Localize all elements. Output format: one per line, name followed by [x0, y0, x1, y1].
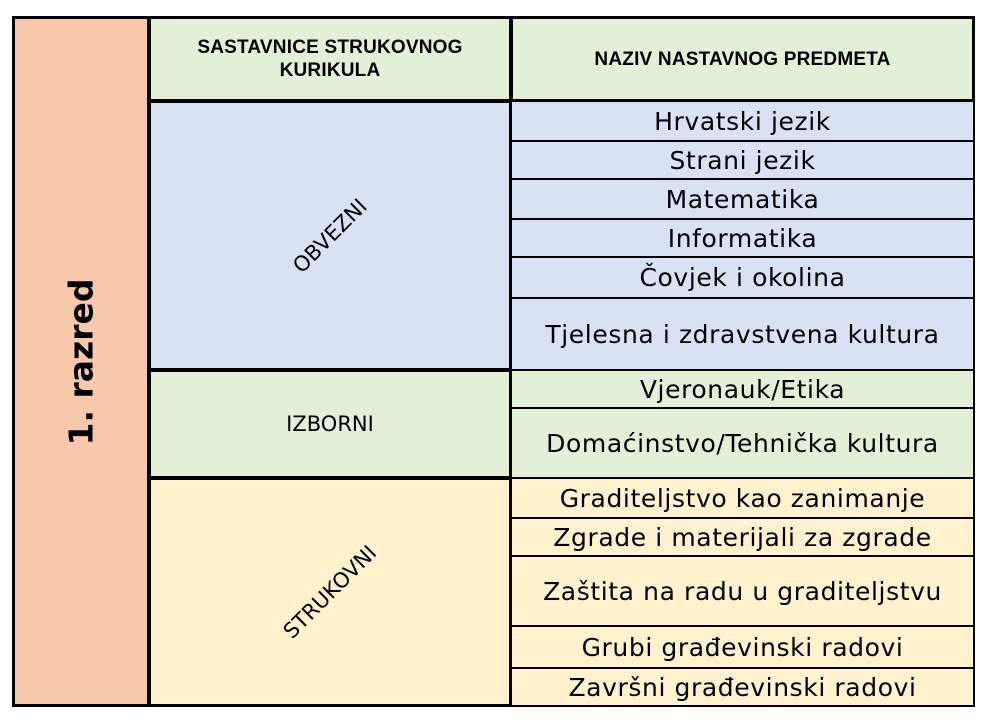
subject-strani-jezik: Strani jezik	[510, 140, 975, 180]
category-label-izborni: IZBORNI	[286, 412, 374, 436]
category-label-strukovni: STRUKOVNI	[278, 540, 382, 644]
subject-graditeljstvo-kao-zanimanje: Graditeljstvo kao zanimanje	[510, 477, 975, 519]
grade-cell	[12, 16, 150, 707]
category-strukovni	[148, 477, 512, 707]
subject-covjek-i-okolina: Čovjek i okolina	[510, 256, 975, 299]
subject-informatika: Informatika	[510, 218, 975, 258]
subject-tjelesna-i-zdravstvena-kultura: Tjelesna i zdravstvena kultura	[510, 297, 975, 371]
category-obvezni	[148, 100, 512, 371]
subject-domacinstvo-tehnicka-kultura: Domaćinstvo/Tehnička kultura	[510, 407, 975, 479]
subject-zastita-na-radu: Zaštita na radu u graditeljstvu	[510, 555, 975, 627]
category-label-obvezni: OBVEZNI	[288, 193, 372, 278]
curriculum-table	[12, 16, 975, 707]
subject-vjeronauk-etika: Vjeronauk/Etika	[510, 369, 975, 409]
subject-zavrsni-gradevinski-radovi: Završni građevinski radovi	[510, 667, 975, 707]
subject-grubi-gradevinski-radovi: Grubi građevinski radovi	[510, 625, 975, 669]
subject-hrvatski-jezik: Hrvatski jezik	[510, 100, 975, 142]
subject-matematika: Matematika	[510, 178, 975, 220]
header-subject-name: NAZIV NASTAVNOG PREDMETA	[510, 16, 975, 102]
grade-label: 1. razred	[61, 277, 101, 446]
category-izborni	[148, 369, 512, 479]
header-curriculum-components: SASTAVNICE STRUKOVNOG KURIKULA	[148, 16, 512, 102]
subject-zgrade-i-materijali: Zgrade i materijali za zgrade	[510, 517, 975, 557]
